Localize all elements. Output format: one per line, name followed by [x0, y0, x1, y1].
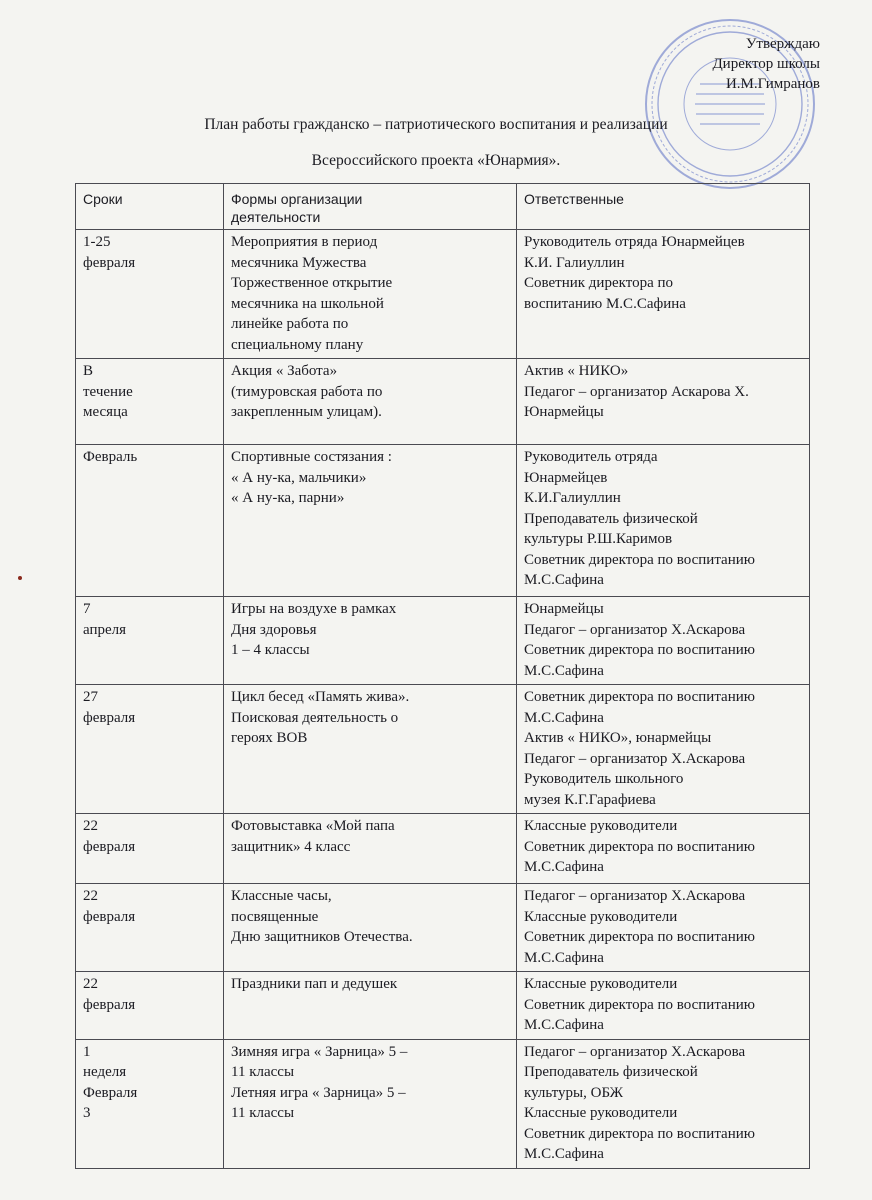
cell-text-line: Поисковая деятельность о: [231, 709, 399, 726]
cell-text-line: Формы организации: [231, 191, 363, 207]
cell-text-line: месячника Мужества: [231, 254, 367, 271]
cell-text-line: Акция « Забота»: [231, 363, 338, 379]
cell-text-line: закрепленным улицам).: [231, 404, 382, 420]
cell-text-line: Преподаватель физической: [524, 1064, 698, 1080]
cell-text-line: Советник директора по воспитанию: [524, 838, 755, 855]
cell-text-line: 22: [83, 818, 98, 834]
cell-text-line: Классные руководители: [524, 818, 678, 834]
cell-text-line: Игры на воздухе в рамках: [231, 601, 397, 617]
cell-text-line: 22: [83, 976, 98, 992]
table-row: [76, 1039, 810, 1168]
responsible-cell: [517, 972, 810, 1040]
term-cell: [76, 884, 224, 972]
cell-text-line: 22: [83, 888, 98, 904]
responsible-cell: [517, 884, 810, 972]
cell-text-line: Февраль: [83, 449, 138, 465]
responsible-cell: [517, 1039, 810, 1168]
table-row: [76, 597, 810, 685]
cell-text-line: М.С.Сафина: [524, 572, 604, 588]
cell-text-line: воспитанию М.С.Сафина: [524, 295, 686, 312]
approval-position: Директор школы: [712, 56, 820, 72]
cell-text-line: Цикл бесед «Память жива».: [231, 689, 410, 705]
cell-text-line: февраля: [83, 709, 136, 726]
cell-text-line: неделя: [83, 1064, 127, 1080]
cell-text-line: « А ну-ка, парни»: [231, 490, 345, 506]
cell-text-line: героях ВОВ: [231, 730, 308, 746]
cell-text-line: « А ну-ка, мальчики»: [231, 469, 367, 486]
plan-table: [75, 183, 810, 1169]
cell-text-line: Актив « НИКО», юнармейцы: [524, 730, 712, 746]
cell-text-line: Педагог – организатор Аскарова Х.: [524, 383, 749, 400]
cell-text-line: Советник директора по воспитанию: [524, 642, 755, 658]
cell-text-line: Зимняя игра « Зарница» 5 –: [231, 1043, 408, 1060]
cell-text-line: Мероприятия в период: [231, 234, 378, 250]
cell-text-line: Праздники пап и дедушек: [231, 976, 398, 992]
cell-text-line: посвященные: [231, 908, 319, 925]
cell-text-line: Педагог – организатор Х.Аскарова: [524, 621, 746, 638]
term-cell: [76, 230, 224, 359]
cell-text-line: (тимуровская работа по: [231, 383, 383, 400]
cell-text-line: Руководитель школьного: [524, 771, 684, 787]
cell-text-line: 1: [83, 1043, 91, 1060]
cell-text-line: В: [83, 363, 94, 379]
cell-text-line: течение: [83, 383, 133, 400]
cell-text-line: Советник директора по воспитанию: [524, 689, 755, 705]
responsible-cell: [517, 359, 810, 445]
table-row: [76, 814, 810, 884]
cell-text-line: М.С.Сафина: [524, 709, 604, 726]
cell-text-line: февраля: [83, 838, 136, 855]
cell-text-line: Педагог – организатор Х.Аскарова: [524, 1043, 746, 1060]
cell-text-line: Руководитель отряда Юнармейцев: [524, 234, 745, 250]
header-responsible-cell: [517, 184, 810, 230]
cell-text-line: М.С.Сафина: [524, 949, 604, 966]
cell-text-line: Классные руководители: [524, 976, 678, 992]
responsible-cell: [517, 597, 810, 685]
cell-text-line: Советник директора по воспитанию: [524, 551, 755, 568]
cell-text-line: М.С.Сафина: [524, 1146, 604, 1162]
cell-text-line: Юнармейцы: [524, 404, 604, 420]
cell-text-line: культуры, ОБЖ: [524, 1084, 624, 1101]
term-cell: [76, 685, 224, 814]
table-row: [76, 972, 810, 1040]
cell-text-line: 1-25: [83, 234, 111, 250]
cell-text-line: Юнармейцев: [524, 469, 608, 486]
cell-text-line: месяца: [83, 404, 128, 420]
cell-text-line: Преподаватель физической: [524, 510, 698, 527]
cell-text-line: 11 классы: [231, 1064, 295, 1080]
cell-text-line: февраля: [83, 908, 136, 925]
cell-text-line: Советник директора по воспитанию: [524, 1125, 755, 1142]
form-cell: [224, 359, 517, 445]
cell-text-line: М.С.Сафина: [524, 662, 604, 679]
cell-text-line: Советник директора по воспитанию: [524, 929, 755, 945]
cell-text-line: линейке работа по: [231, 316, 349, 332]
cell-text-line: Классные руководители: [524, 908, 678, 925]
cell-text-line: Советник директора по воспитанию: [524, 996, 755, 1013]
cell-text-line: Руководитель отряда: [524, 449, 658, 465]
cell-text-line: Педагог – организатор Х.Аскарова: [524, 888, 746, 904]
cell-text-line: Фотовыставка «Мой папа: [231, 818, 395, 834]
term-cell: [76, 1039, 224, 1168]
cell-text-line: К.И.Галиуллин: [524, 490, 621, 506]
table-row: [76, 445, 810, 597]
cell-text-line: Летняя игра « Зарница» 5 –: [231, 1084, 406, 1101]
cell-text-line: 11 классы: [231, 1105, 295, 1121]
header-term-cell: [76, 184, 224, 230]
paper-speck: [18, 576, 22, 580]
responsible-cell: [517, 814, 810, 884]
cell-text-line: месячника на школьной: [231, 295, 384, 312]
cell-text-line: 27: [83, 689, 98, 705]
cell-text-line: К.И. Галиуллин: [524, 254, 625, 271]
term-cell: [76, 445, 224, 597]
cell-text-line: Педагог – организатор Х.Аскарова: [524, 750, 746, 767]
approval-signatory: И.М.Гимранов: [725, 76, 820, 92]
table-row: [76, 359, 810, 445]
form-cell: [224, 597, 517, 685]
form-cell: [224, 972, 517, 1040]
cell-text-line: Классные руководители: [524, 1105, 678, 1121]
cell-text-line: Торжественное открытие: [231, 275, 393, 291]
cell-text-line: культуры Р.Ш.Каримов: [524, 531, 673, 547]
cell-text-line: музея К.Г.Гарафиева: [524, 791, 656, 808]
cell-text-line: февраля: [83, 254, 136, 271]
cell-text-line: специальному плану: [231, 336, 364, 353]
cell-text-line: Сроки: [83, 191, 123, 207]
cell-text-line: февраля: [83, 996, 136, 1013]
cell-text-line: 7: [83, 601, 91, 617]
responsible-cell: [517, 230, 810, 359]
form-cell: [224, 230, 517, 359]
term-cell: [76, 359, 224, 445]
table-row: [76, 685, 810, 814]
cell-text-line: Дня здоровья: [231, 621, 317, 638]
cell-text-line: М.С.Сафина: [524, 1017, 604, 1033]
form-cell: [224, 1039, 517, 1168]
form-cell: [224, 445, 517, 597]
cell-text-line: Февраля: [83, 1084, 138, 1101]
responsible-cell: [517, 685, 810, 814]
cell-text-line: апреля: [83, 621, 127, 638]
form-cell: [224, 685, 517, 814]
cell-text-line: Классные часы,: [231, 888, 332, 904]
cell-text-line: Актив « НИКО»: [524, 363, 629, 379]
table-row: [76, 230, 810, 359]
document-title-line1: План работы гражданско – патриотического воспитания и реализации: [204, 116, 668, 133]
cell-text-line: М.С.Сафина: [524, 859, 604, 875]
cell-text-line: Юнармейцы: [524, 601, 604, 617]
approval-heading: Утверждаю: [745, 36, 820, 52]
table-row: [76, 884, 810, 972]
term-cell: [76, 972, 224, 1040]
cell-text-line: 3: [83, 1105, 91, 1121]
table-header-row: [76, 184, 810, 230]
cell-text-line: 1 – 4 классы: [231, 642, 310, 658]
cell-text-line: Ответственные: [524, 191, 624, 207]
header-form-cell: [224, 184, 517, 230]
responsible-cell: [517, 445, 810, 597]
cell-text-line: Спортивные состязания :: [231, 449, 392, 465]
form-cell: [224, 884, 517, 972]
cell-text-line: деятельности: [231, 209, 321, 225]
form-cell: [224, 814, 517, 884]
term-cell: [76, 597, 224, 685]
approval-block: [712, 34, 820, 94]
cell-text-line: Дню защитников Отечества.: [231, 929, 413, 945]
term-cell: [76, 814, 224, 884]
document-title-line2: Всероссийского проекта «Юнармия».: [311, 152, 561, 169]
cell-text-line: Советник директора по: [524, 275, 674, 291]
cell-text-line: защитник» 4 класс: [231, 838, 351, 855]
